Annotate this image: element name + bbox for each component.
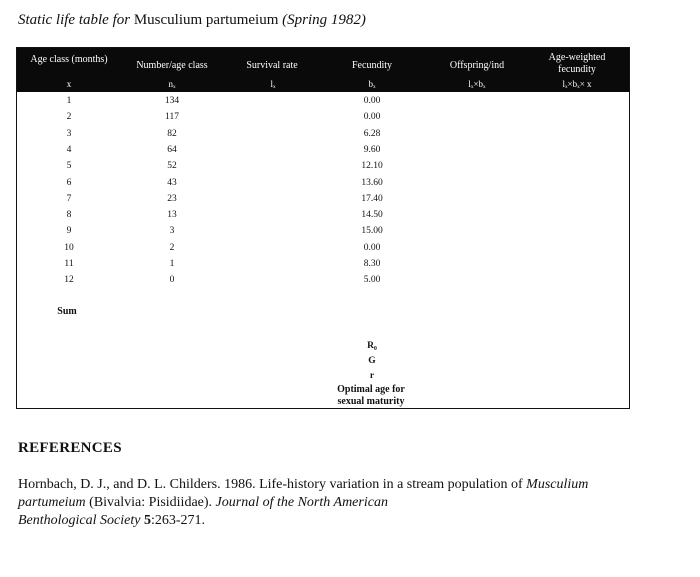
header-survival-rate: Survival rate xyxy=(246,60,298,71)
ref-authors-year: Hornbach, D. J., and D. L. Childers. 1986. Life-history variation in a stream population of xyxy=(18,477,527,492)
cell-number: 1 xyxy=(169,259,175,269)
sum-label: Sum xyxy=(57,306,77,317)
cell-fecundity: 0.00 xyxy=(363,242,381,253)
cell-age-class: 6 xyxy=(66,177,72,188)
cell-fecundity: 17.40 xyxy=(361,193,383,204)
reference-entry xyxy=(18,476,678,530)
header-age-weighted-fecundity: Age-weighted fecundity xyxy=(548,52,606,75)
cell-age-class: 8 xyxy=(66,210,72,221)
table-header xyxy=(17,48,629,92)
ref-species-2: partumeium xyxy=(18,495,86,510)
symbol-lx: lₓ xyxy=(270,79,276,89)
cell-number: 52 xyxy=(167,161,177,172)
ref-journal-1: Journal of the North American xyxy=(215,495,388,510)
cell-age-class: 5 xyxy=(66,161,72,172)
cell-fecundity: 13.60 xyxy=(361,177,383,188)
symbol-bx: bₓ xyxy=(368,79,376,89)
cell-fecundity: 0.00 xyxy=(363,96,381,106)
symbol-lxbx: lₓ×bₓ xyxy=(468,79,486,89)
cell-number: 3 xyxy=(169,226,175,237)
header-number-age-class: Number/age class xyxy=(136,60,208,71)
references-heading: REFERENCES xyxy=(18,440,122,456)
cell-age-class: 12 xyxy=(64,275,74,286)
cell-age-class: 3 xyxy=(66,128,72,139)
ref-volume: 5 xyxy=(143,513,151,528)
cell-fecundity: 6.28 xyxy=(363,128,381,139)
header-offspring-ind: Offspring/ind xyxy=(449,60,505,71)
cell-fecundity: 9.60 xyxy=(363,144,381,155)
cell-fecundity: 8.30 xyxy=(363,259,381,269)
ref-mid: (Bivalvia: Pisidiidae). xyxy=(85,495,216,510)
header-fecundity: Fecundity xyxy=(352,60,392,71)
title-prefix: Static life table for xyxy=(18,12,134,28)
cell-age-class: 9 xyxy=(66,226,72,237)
cell-fecundity: 14.50 xyxy=(361,210,383,221)
stat-r: r xyxy=(369,371,375,381)
cell-number: 117 xyxy=(165,112,179,123)
cell-number: 43 xyxy=(167,177,177,188)
cell-number: 23 xyxy=(167,193,177,204)
cell-fecundity: 0.00 xyxy=(363,112,381,123)
ref-pages: :263-271. xyxy=(150,513,206,528)
life-table xyxy=(16,47,630,409)
header-age-class: Age class (months) xyxy=(30,54,108,65)
optimal-age-label xyxy=(321,384,421,408)
stat-r0: R₀ xyxy=(367,341,377,351)
cell-number: 64 xyxy=(167,144,177,155)
cell-number: 134 xyxy=(164,96,180,106)
optimal-age-line2: sexual maturity xyxy=(337,396,405,407)
symbol-x: x xyxy=(66,79,72,89)
cell-number: 0 xyxy=(169,275,175,286)
symbol-lxbxx: lₓ×bₓ× x xyxy=(562,79,592,89)
symbol-nx: nₓ xyxy=(168,79,176,89)
optimal-age-line1: Optimal age for xyxy=(337,384,405,395)
cell-age-class: 2 xyxy=(66,112,72,123)
cell-number: 82 xyxy=(167,128,177,139)
cell-fecundity: 15.00 xyxy=(361,226,383,237)
cell-age-class: 1 xyxy=(66,96,72,106)
cell-number: 2 xyxy=(169,242,175,253)
cell-age-class: 11 xyxy=(64,259,74,269)
cell-age-class: 10 xyxy=(64,242,74,253)
cell-age-class: 7 xyxy=(66,193,72,204)
ref-journal-2: Benthological Society xyxy=(18,513,141,528)
table-title xyxy=(18,12,366,29)
cell-fecundity: 12.10 xyxy=(361,161,383,172)
stat-g: G xyxy=(368,356,376,366)
cell-number: 13 xyxy=(167,210,177,221)
title-suffix: (Spring 1982) xyxy=(278,12,366,28)
cell-fecundity: 5.00 xyxy=(363,275,381,286)
title-species: Musculium partumeium xyxy=(133,12,279,28)
cell-age-class: 4 xyxy=(66,144,72,155)
ref-species-1: Musculium xyxy=(526,477,589,492)
